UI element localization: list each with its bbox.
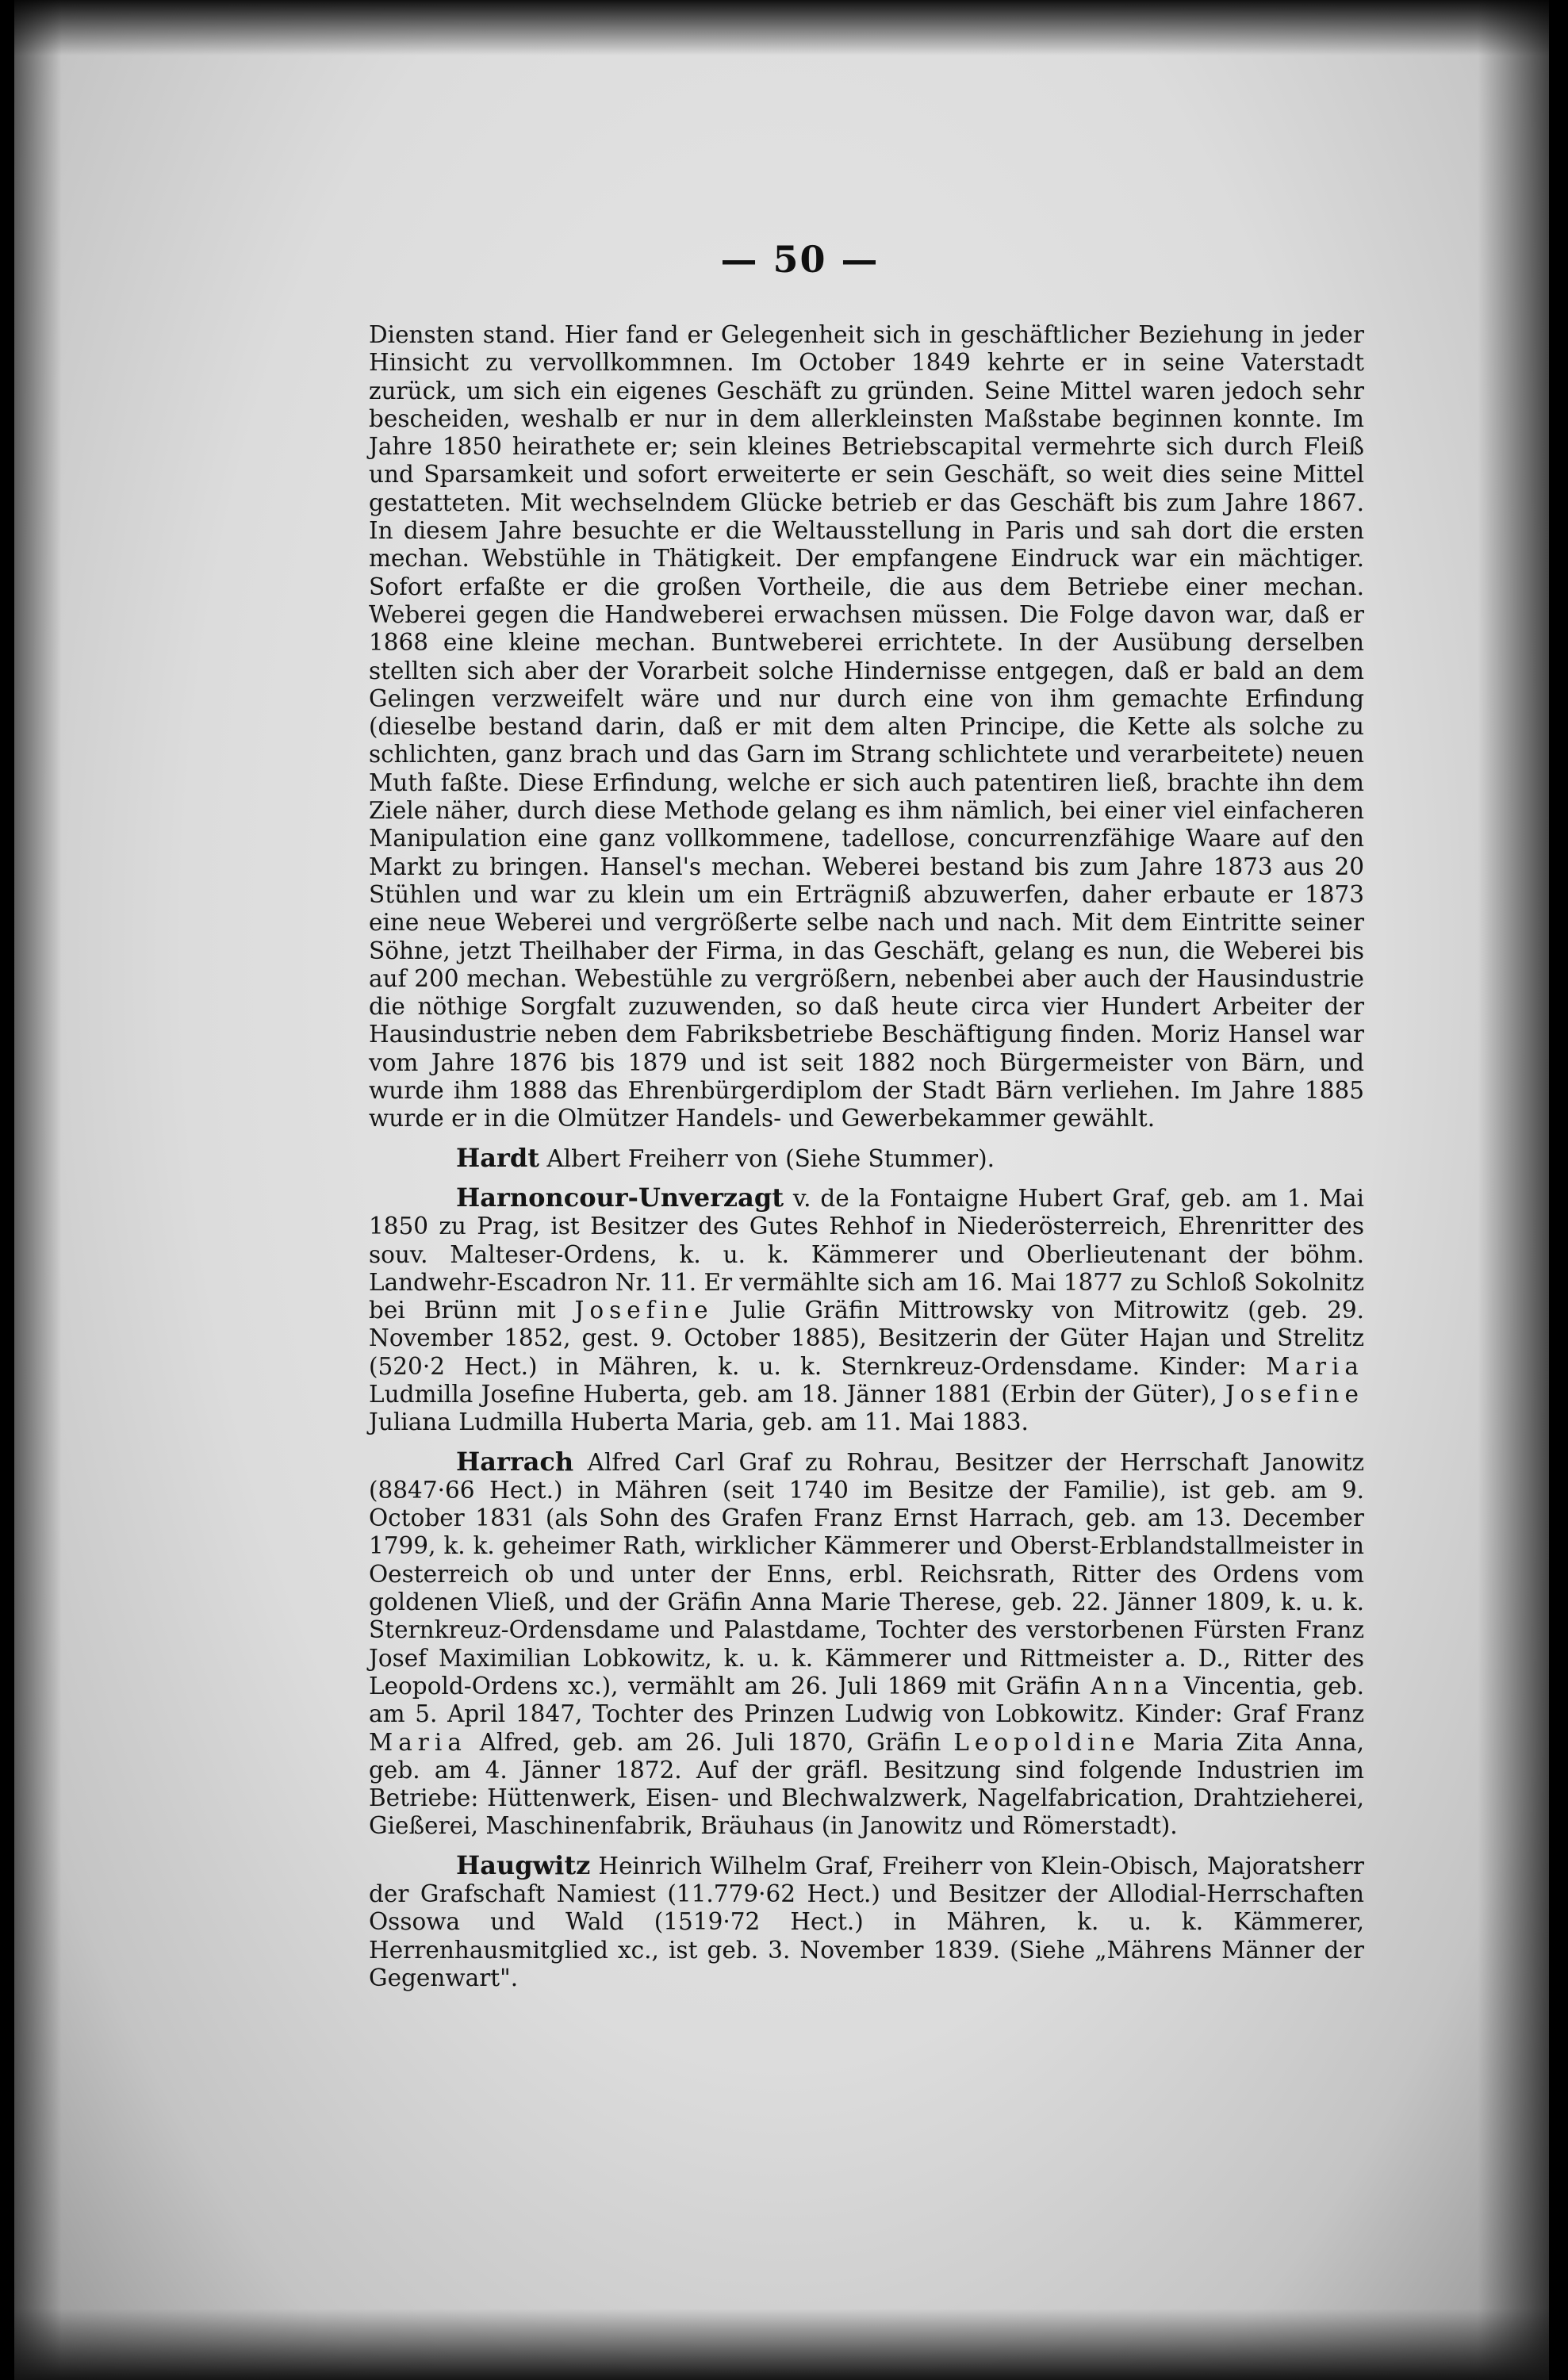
spaced-name: Maria xyxy=(369,1728,467,1756)
entry-text: Alfred Carl Graf zu Rohrau, Besitzer der Herrschaft Janowitz (8847·66 Hect.) in Mähren (seit 1740 im Besitze der Familie), ist geb. am 9. October 1831 (als Sohn des Grafen Franz Ernst Harrach, geb. am 13. December 1799, k. k. geheimer Rath, wirklicher Kämmerer und Oberst-Erblandstallmeister in Oesterreich ob und unter der Enns, erbl. Reichsrath, Ritter des Ordens vom goldenen Vließ, und der Gräfin Anna Marie Therese, geb. 22. Jänner 1809, k. u. k. Sternkreuz-Ordensdame und Palastdame, Tochter des verstorbenen Fürsten Franz Josef Maximilian Lobkowitz, k. u. k. Kämmerer und Rittmeister a. D., Ritter des Leopold-Ordens xc.), vermählt am 26. Juli 1869 mit Gräfin xyxy=(369,1448,1364,1700)
entry-text: Maria Zita Anna, geb. am 4. Jänner 1872. Auf der gräfl. Besitzung sind folgende Industrien im Betriebe: Hüttenwerk, Eisen- und Blechwalzwerk, Nagelfabrication, Drahtzieherei, Gießerei, Maschinenfabrik, Bräuhaus (in Janowitz und Römerstadt). xyxy=(369,1728,1364,1840)
right-edge-shadow xyxy=(1478,0,1549,2380)
entry-text: Heinrich Wilhelm Graf, Freiherr von Klein-Obisch, Majoratsherr der Grafschaft Namiest (11.779·62 Hect.) und Besitzer der Allodial-Herrschaften Ossowa und Wald (1519·72 Hect.) in Mähren, k. u. k. Kämmerer, Herrenhausmitglied xc., ist geb. 3. November 1839. (Siehe „Mährens Männer der Gegenwart". xyxy=(369,1852,1364,1991)
spaced-name: Josefine xyxy=(1225,1380,1364,1408)
entry-hardt xyxy=(369,1144,1364,1173)
entry-text: Albert Freiherr von (Siehe Stummer). xyxy=(546,1144,995,1172)
entry-text: v. de la Fontaigne Hubert Graf, geb. am 1. Mai 1850 zu Prag, ist Besitzer des Gutes Rehhof in Niederösterreich, Ehrenritter des souv. Malteser-Ordens, k. u. k. Kämmerer und Oberlieutenant der böhm. Landwehr-Escadron Nr. 11. Er vermählte sich am 16. Mai 1877 zu Schloß Sokolnitz bei Brünn mit xyxy=(369,1184,1364,1324)
entry-name: Haugwitz xyxy=(456,1849,591,1880)
entry-name: Harnoncour-Unverzagt xyxy=(456,1182,784,1213)
entry-text: Julie Gräfin Mittrowsky von Mitrowitz (geb. 29. November 1852, gest. 9. October 1885), Besitzerin der Güter Hajan und Strelitz (520·2 Hect.) in Mähren, k. u. k. Sternkreuz-Ordensdame. Kinder: xyxy=(369,1297,1365,1380)
entry-text: Ludmilla Josefine Huberta, geb. am 18. Jänner 1881 (Erbin der Güter), xyxy=(369,1380,1225,1408)
page-body xyxy=(369,321,1364,1992)
entry-haugwitz xyxy=(369,1849,1364,1992)
page-number: — 50 — xyxy=(720,238,880,281)
spaced-name: Maria xyxy=(1266,1352,1364,1380)
entry-harrach xyxy=(369,1448,1364,1841)
entry-harnoncour-unverzagt xyxy=(369,1184,1364,1437)
entry-text: Alfred, geb. am 26. Juli 1870, Gräfin xyxy=(466,1728,954,1756)
spaced-name: Anna xyxy=(1090,1672,1174,1700)
spaced-name: Josefine xyxy=(574,1297,714,1324)
left-edge-shadow xyxy=(14,0,62,2380)
entry-text: Juliana Ludmilla Huberta Maria, geb. am 11. Mai 1883. xyxy=(369,1408,1029,1436)
entry-name: Hardt xyxy=(456,1142,539,1173)
spaced-name: Leopoldine xyxy=(953,1728,1141,1756)
entry-text: Vincentia, geb. am 5. April 1847, Tochter des Prinzen Ludwig von Lobkowitz. Kinder: Graf Franz xyxy=(369,1672,1365,1728)
intro-paragraph: Diensten stand. Hier fand er Gelegenheit sich in geschäftlicher Beziehung in jeder Hinsicht zu vervollkommnen. Im October 1849 kehrte er in seine Vaterstadt zurück, um sich ein eigenes Geschäft zu gründen. Seine Mittel waren jedoch sehr bescheiden, weshalb er nur in dem allerkleinsten Maßstabe beginnen konnte. Im Jahre 1850 heirathete er; sein kleines Betriebscapital vermehrte sich durch Fleiß und Sparsamkeit und sofort erweiterte er sein Geschäft, so weit dies seine Mittel gestatteten. Mit wechselndem Glücke betrieb er das Geschäft bis zum Jahre 1867. In diesem Jahre besuchte er die Weltausstellung in Paris und sah dort die ersten mechan. Webstühle in Thätigkeit. Der empfangene Eindruck war ein mächtiger. Sofort erfaßte er die großen Vortheile, die aus dem Betriebe einer mechan. Weberei gegen die Handweberei erwachsen müssen. Die Folge davon war, daß er 1868 eine kleine mechan. Buntweberei errichtete. In der Ausübung derselben stellten sich aber der Vorarbeit solche Hindernisse entgegen, daß er bald an dem Gelingen verzweifelt wäre und nur durch eine von ihm gemachte Erfindung (dieselbe bestand darin, daß er mit dem alten Principe, die Kette als solche zu schlichten, ganz brach und das Garn im Strang schlichtete und verarbeitete) neuen Muth faßte. Diese Erfindung, welche er sich auch patentiren ließ, brachte ihn dem Ziele näher, durch diese Methode gelang es ihm nämlich, bei einer viel einfacheren Manipulation eine ganz vollkommene, tadellose, concurrenzfähige Waare auf den Markt zu bringen. Hansel's mechan. Weberei bestand bis zum Jahre 1873 aus 20 Stühlen und war zu klein um ein Erträgniß abzuwerfen, daher erbaute er 1873 eine neue Weberei und vergrößerte selbe nach und nach. Mit dem Eintritte seiner Söhne, jetzt Theilhaber der Firma, in das Geschäft, gelang es nun, die Weberei bis auf 200 mechan. Webestühle zu vergrößern, nebenbei aber auch der Hausindustrie die nöthige Sorgfalt zuzuwenden, so daß heute circa vier Hundert Arbeiter der Hausindustrie neben dem Fabriksbetriebe Beschäftigung finden. Moriz Hansel war vom Jahre 1876 bis 1879 und ist seit 1882 noch Bürgermeister von Bärn, und wurde ihm 1888 das Ehrenbürgerdiplom der Stadt Bärn verliehen. Im Jahre 1885 wurde er in die Olmützer Handels- und Gewerbekammer gewählt. xyxy=(369,321,1364,1133)
entry-name: Harrach xyxy=(456,1446,574,1477)
